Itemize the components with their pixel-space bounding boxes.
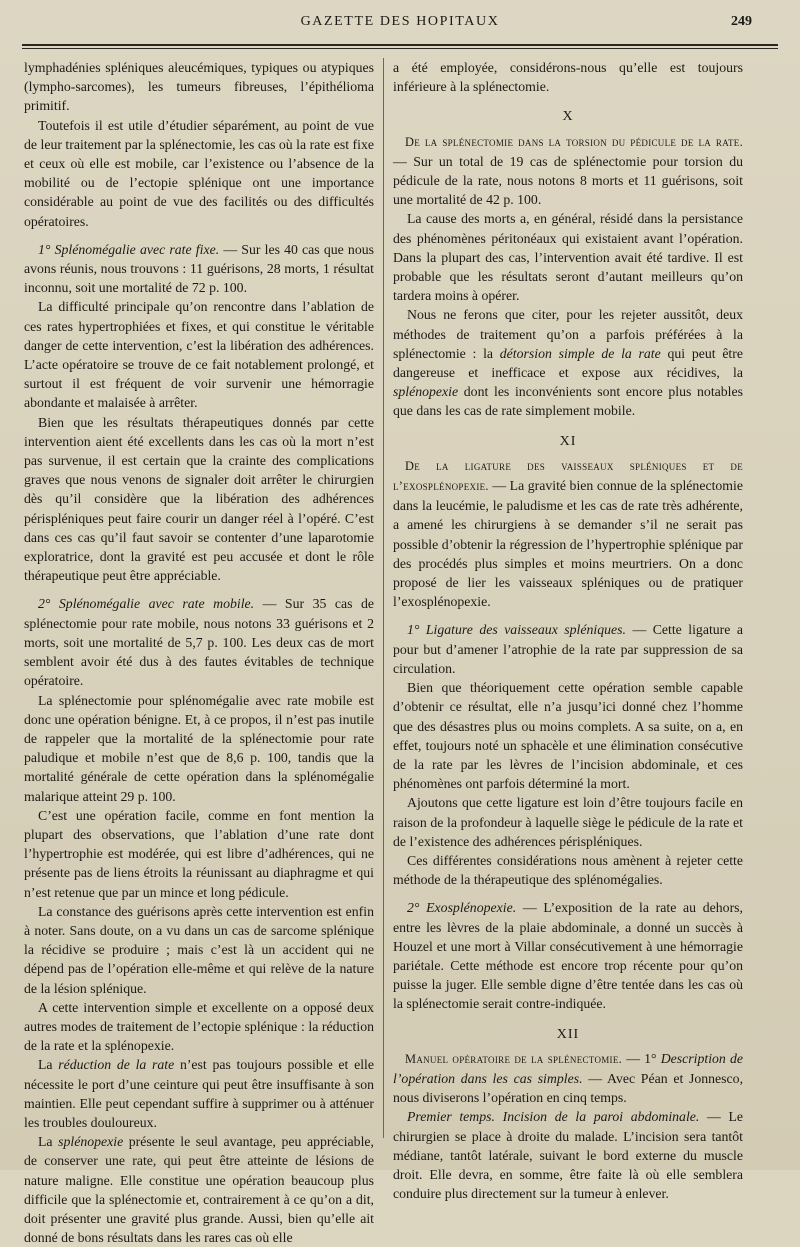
running-head — [0, 14, 800, 34]
paragraph: La cause des morts a, en général, résidé dans la persistance des phénomènes péritonéaux qui existaient avant l’opération. Dans la plupart des cas, l’intervention avait été tardive. Il est probable que les résultats seront d’autant meilleurs qu’on tardera moins à opérer. — [393, 211, 743, 304]
paragraph-text: dont les inconvénients sont encore plus notables que dans les cas de rate simplement mobile. — [393, 384, 743, 419]
subsection-title: 1° Splénomégalie avec rate fixe. — [38, 241, 220, 257]
section-number: XII — [556, 1026, 580, 1042]
paragraph — [24, 1055, 374, 1132]
section-title: Manuel opératoire de la splénectomie. — [405, 1051, 623, 1066]
header-rule-thin — [22, 48, 778, 49]
section-paragraph — [393, 456, 743, 612]
section-number: X — [562, 109, 574, 125]
header-rule-thick — [22, 44, 778, 46]
paragraph-text: — La gravité bien connue de la splénectomie dans la leucémie, le paludisme et les cas de rate très adhérente, a amené les chirurgiens à se demander s’il ne serait pas possible d’obtenir la régression de l’hypertrophie splénique par des procédés plus simples et moins meurtriers. On a donc proposé de lier les vaisseaux spléniques ou de pratiquer l’exosplénopexie. — [393, 478, 743, 610]
emphasis: détorsion simple de la rate — [499, 345, 661, 361]
right-column — [393, 58, 743, 1203]
paragraph-text: présente le seul avantage, peu appréciable, de conserver une rate, qui peut être atteinte de lésions de nature maligne. Elle constitue une opération beaucoup plus difficile que la splénectomie et, contrairement à ce qu’on a dit, doit présenter une gravité plus grande. Aussi, bien qu’elle ait donné de bons résultats dans les rares cas où elle — [24, 1134, 374, 1246]
emphasis: réduction de la rate — [58, 1057, 175, 1073]
section-number: XI — [559, 433, 577, 449]
paragraph: Bien que théoriquement cette opération semble capable d’obtenir ce résultat, elle n’a jusqu’ici donné chez l’homme que des désastres plus ou moins complets. A sa suite, on a, en effet, toujours noté un sphacèle et une élimination consécutive de la rate par les lèvres de l’incision abdominale, et ces phénomènes ont parfois déterminé la mort. — [393, 680, 743, 792]
paragraph: lymphadénies spléniques aleucémiques, typiques ou atypiques (lympho-sarcomes), les tumeurs fibreuses, l’épithélioma primitif. — [24, 60, 374, 114]
subsection-paragraph — [393, 620, 743, 678]
paragraph-text: — Sur 35 cas de splénectomie pour rate mobile, nous notons 33 guérisons et 2 morts, soit une mortalité de 5,7 p. 100. Les deux cas de mort semblent avoir été dus à des fautes évitables de technique opératoire. — [24, 596, 374, 689]
journal-title: GAZETTE DES HOPITAUX — [300, 14, 500, 29]
subsection-title: 2° Exosplénopexie. — [407, 900, 517, 916]
paragraph-text: — Cette ligature a pour but d’amener l’atrophie de la rate par suppression de sa circulation. — [393, 622, 743, 676]
emphasis: splénopexie — [393, 384, 459, 400]
paragraph: La splénectomie pour splénomégalie avec rate mobile est donc une opération bénigne. Et, à ce propos, il n’est pas inutile de rappeler que la mortalité de la splénectomie pour rate paludique et mobile n’est que de 8,6 p. 100, tandis que la mortalité générale de cette opération dans la splénomégalie malarique atteint 29 p. 100. — [24, 692, 374, 804]
section-title: De la ligature des vaisseaux spléniques et de l’exosplénopexie. — [393, 458, 743, 494]
paragraph: La difficulté principale qu’on rencontre dans l’ablation de ces rates hypertrophiées et fixes, et qui constitue le véritable danger de cette intervention, c’est la libération des adhérences. L’acte opératoire se trouve de ce fait notablement prolongé, et surtout il est fréquent de voir survenir une hémorragie abondante et malaisée à arrêter. — [24, 299, 374, 411]
paragraph-text: — 1° — [622, 1050, 661, 1066]
subsection-title: 1° Ligature des vaisseaux spléniques. — [407, 622, 626, 638]
paragraph: Ces différentes considérations nous amènent à rejeter cette méthode de la thérapeutique des splénomégalies. — [393, 852, 743, 888]
subsection-paragraph — [393, 898, 743, 1013]
column-divider — [383, 58, 384, 1138]
paragraph-text: — Sur les 40 cas que nous avons réunis, nous trouvons : 11 guérisons, 28 morts, 1 résultat inconnu, soit une mortalité de 72 p. 100. — [24, 241, 374, 296]
section-paragraph — [393, 132, 743, 210]
paragraph — [393, 1107, 743, 1203]
subsection-title: 2° Splénomégalie avec rate mobile. — [38, 596, 255, 612]
paragraph-text: — L’exposition de la rate au dehors, entre les lèvres de la plaie abdominale, a donné un succès à Houzel et une mort à Villar consécutivement à une hémorragie pariétale. Cette méthode est encore trop récente pour qu’on puisse la juger. Elle semble digne d’être tentée dans les cas où la splénectomie serait contre-indiquée. — [393, 900, 743, 1012]
paragraph: C’est une opération facile, comme en font mention la plupart des observations, que l’ablation d’une rate dont l’hypertrophie est modérée, qui est libre d’adhérences, qui ne présente pas de liens étroits la réunissant au diaphragme et qui n’est retenue que par un mince et long pédicule. — [24, 807, 374, 900]
paragraph — [393, 305, 743, 420]
paragraph: Ajoutons que cette ligature est loin d’être toujours facile en raison de la profondeur à laquelle siège le pédicule de la rate et de l’existence des adhérences périspléniques. — [393, 795, 743, 849]
paragraph-text: — Le chirurgien se place à droite du malade. L’incision sera tantôt médiane, tantôt latérale, suivant le bord externe du muscle droit. Elle devra, en somme, être faite là où elle semblera conduire plus directement sur la tumeur à enlever. — [393, 1109, 744, 1202]
paragraph-text: n’est pas toujours possible et elle nécessite le port d’une ceinture qui peut être insuffisante à son maintien. Elle peut cependant suffire à supprimer ou à atténuer les troubles douloureux. — [24, 1057, 374, 1130]
paragraph — [24, 1132, 374, 1247]
emphasis: Premier temps. Incision de la paroi abdominale. — [407, 1109, 700, 1125]
subsection-paragraph — [24, 240, 374, 298]
paragraph-text: qui peut être dangereuse et inefficace et expose aux récidives, la — [393, 345, 743, 381]
section-paragraph — [393, 1049, 743, 1108]
subsection-paragraph — [24, 594, 374, 690]
paragraph: Bien que les résultats thérapeutiques donnés par cette intervention aient été excellents dans les cas où la mort n’est pas survenue, il est certain que la crainte des complications graves que nous venons de signaler doit arrêter le chirurgien dès qu’il considère que la libération des adhérences périspléniques peut faire courir un danger réel à l’opéré. C’est dans ces cas qu’il faut savoir se contenter d’une laparotomie exploratrice, dont la gravité est peu accusée et dont le rôle thérapeutique peut être appréciable. — [24, 414, 374, 584]
paragraph: La constance des guérisons après cette intervention est enfin à noter. Sans doute, on a vu dans un cas de sarcome splénique la récidive se produire ; mais c’est là un accident qui ne dépend pas de l’opération elle-même et qui relève de la nature de la lésion splénique. — [24, 903, 374, 996]
paragraph: Toutefois il est utile d’étudier séparément, au point de vue de leur traitement par la splénectomie, les cas où la rate est fixe et ceux où elle est mobile, car l’existence ou l’absence de la mobilité ou de l’ectopie splénique ont une importance considérable au point de vue des facilités ou des difficultés opératoires. — [24, 117, 374, 229]
paragraph-text: — Avec Péan et Jonnesco, nous diviserons l’opération en cinq temps. — [393, 1070, 744, 1106]
emphasis: Description de l’opération dans les cas simples. — [393, 1050, 743, 1086]
paragraph-text: La — [38, 1134, 59, 1150]
paragraph-text: Nous ne ferons que citer, pour les rejeter aussitôt, deux méthodes de traitement qu’on a parfois préférées à la splénectomie : la — [393, 307, 743, 361]
section-title: De la splénectomie dans la torsion du pédicule de la rate. — [405, 134, 743, 149]
page-number: 249 — [731, 14, 752, 29]
paragraph-text: La — [38, 1057, 59, 1073]
paragraph: A cette intervention simple et excellente on a opposé deux autres modes de traitement de l’ectopie splénique : la réduction de la rate et la splénopexie. — [24, 999, 374, 1054]
left-column — [24, 58, 374, 1247]
paragraph: a été employée, considérons-nous qu’elle est toujours inférieure à la splénectomie. — [393, 60, 743, 95]
emphasis: splénopexie — [58, 1134, 124, 1150]
paragraph-text: — Sur un total de 19 cas de splénectomie pour torsion du pédicule de la rate, nous notons 8 morts et 11 guérisons, soit une mortalité de 42 p. 100. — [393, 153, 743, 208]
